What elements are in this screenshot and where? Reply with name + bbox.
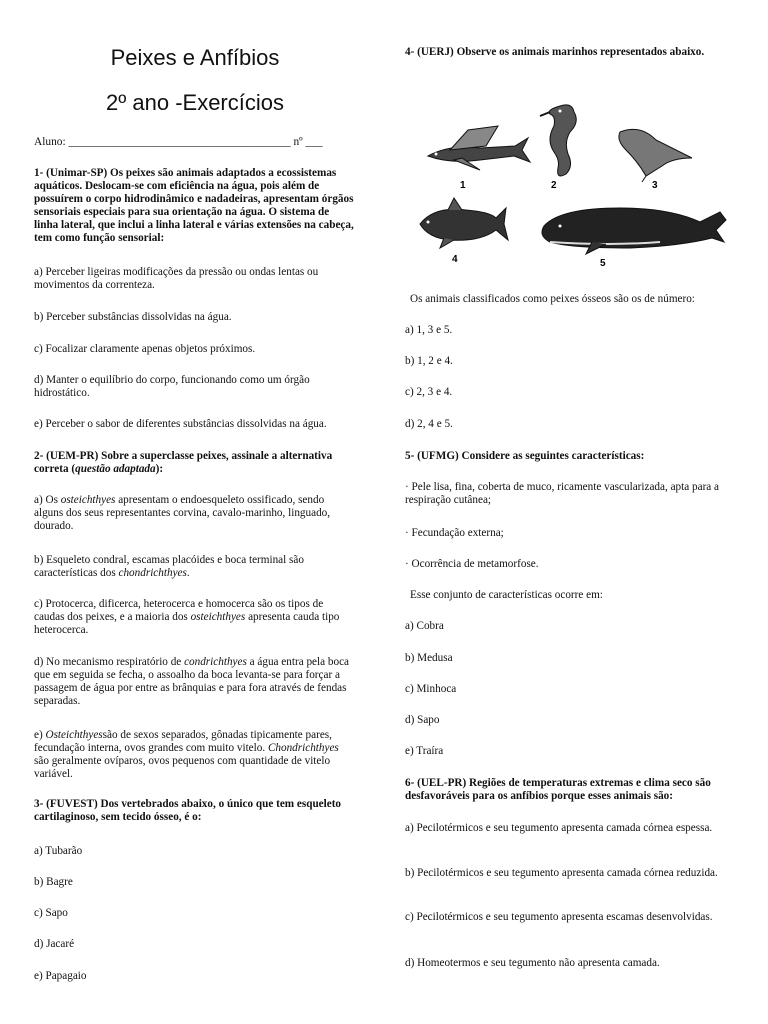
q5-option-a: a) Cobra (405, 620, 444, 632)
q5-characteristic-2: · Fecundação externa; (405, 527, 504, 539)
q6-stem: 6- (UEL-PR) Regiões de temperaturas extremas e clima seco são desfavoráveis para os anfíbios porque esses animais são: (405, 777, 711, 802)
q6-option-b: b) Pecilotérmicos e seu tegumento apresenta camada córnea reduzida. (405, 867, 718, 879)
flying-fish-illustration (428, 126, 530, 170)
q1-option-e: e) Perceber o sabor de diferentes substâncias dissolvidas na água. (34, 418, 327, 430)
q3-option-e: e) Papagaio (34, 970, 87, 982)
q3-option-a: a) Tubarão (34, 845, 83, 857)
q2-option-a: a) Os osteichthyes apresentam o endoesqueleto ossificado, sendo alguns dos seus representantes corvina, cavalo-marinho, linguado, dourado. (34, 494, 331, 532)
page-title: Peixes e Anfíbios (110, 45, 280, 70)
ray-illustration (619, 129, 692, 182)
page-subtitle: 2º ano -Exercícios (106, 90, 284, 115)
q2-option-d: d) No mecanismo respiratório de condrichthyes a água entra pela boca que em seguida se fecha, o assoalho da boca levanta-se para forçar a passagem de água por entre as brânquias e para fora através de fendas separadas. (34, 656, 350, 707)
whale-illustration (542, 208, 726, 254)
q1-option-c: c) Focalizar claramente apenas objetos próximos. (34, 343, 256, 355)
q4-stem: 4- (UERJ) Observe os animais marinhos representados abaixo. (405, 46, 705, 58)
q6-option-c: c) Pecilotérmicos e seu tegumento apresenta escamas desenvolvidas. (405, 911, 713, 923)
q1-option-b: b) Perceber substâncias dissolvidas na água. (34, 311, 232, 323)
q2-option-b: b) Esqueleto condral, escamas placóides e boca terminal são características dos chondrichthyes. (34, 554, 304, 579)
figure-label-4: 4 (452, 254, 458, 265)
seahorse-illustration (540, 105, 576, 176)
q5-option-e: e) Traíra (405, 745, 444, 757)
figure-label-5: 5 (600, 258, 606, 269)
q4-option-b: b) 1, 2 e 4. (405, 355, 453, 367)
q5-characteristic-3: · Ocorrência de metamorfose. (405, 558, 539, 570)
q1-stem: 1- (Unimar-SP) Os peixes são animais adaptados a ecossistemas aquáticos. Deslocam-se com eficiência na água, pois além de possuírem o corpo hidrodinâmico e nadadeiras, apresentam órgãos sensoriais especiais para sua orientação na água. O sistema de linha lateral, que inclui a linha lateral e várias extensões na cabeça, tem como função sensorial: (34, 167, 354, 244)
q3-option-c: c) Sapo (34, 907, 68, 919)
q3-option-d: d) Jacaré (34, 938, 75, 950)
q1-option-d: d) Manter o equilíbrio do corpo, funcionando como um órgão hidrostático. (34, 374, 310, 399)
q2-stem: 2- (UEM-PR) Sobre a superclasse peixes, assinale a alternativa correta (questão adaptada): (34, 450, 333, 475)
figure-label-3: 3 (652, 180, 658, 191)
q1-option-a: a) Perceber ligeiras modificações da pressão ou ondas lentas ou movimentos da correnteza. (34, 266, 319, 291)
student-name-line: Aluno: _______________________________________ nº ___ (34, 136, 323, 148)
q5-prompt: Esse conjunto de características ocorre em: (410, 589, 603, 601)
q4-option-a: a) 1, 3 e 5. (405, 324, 453, 336)
q5-option-d: d) Sapo (405, 714, 440, 726)
coelacanth-illustration (420, 198, 508, 248)
figure-label-1: 1 (460, 180, 466, 191)
q5-characteristic-1: · Pele lisa, fina, coberta de muco, ricamente vascularizada, apta para a respiração cutânea; (405, 481, 720, 506)
q5-option-b: b) Medusa (405, 652, 453, 664)
q5-stem: 5- (UFMG) Considere as seguintes características: (405, 450, 645, 462)
q4-prompt: Os animais classificados como peixes ósseos são os de número: (410, 293, 695, 305)
figure-label-2: 2 (551, 180, 557, 191)
q3-option-b: b) Bagre (34, 876, 73, 888)
q4-option-d: d) 2, 4 e 5. (405, 418, 453, 430)
q4-option-c: c) 2, 3 e 4. (405, 386, 453, 398)
q3-stem: 3- (FUVEST) Dos vertebrados abaixo, o único que tem esqueleto cartilaginoso, sem tecido ósseo, é o: (34, 798, 342, 823)
q6-option-d: d) Homeotermos e seu tegumento não apresenta camada. (405, 957, 660, 969)
q5-option-c: c) Minhoca (405, 683, 457, 695)
marine-animals-figure (410, 96, 740, 276)
q2-option-e: e) Osteichthyessão de sexos separados, gônadas tipicamente pares, fecundação interna, ovos grandes com muito vitelo. Chondrichthyes são geralmente ovíparos, ovos pequenos com quantidade de vitelo variável. (34, 729, 339, 780)
q6-option-a: a) Pecilotérmicos e seu tegumento apresenta camada córnea espessa. (405, 822, 713, 834)
q2-option-c: c) Protocerca, dificerca, heterocerca e homocerca são os tipos de caudas dos peixes, e a maioria dos osteichthyes apresenta cauda tipo heterocerca. (34, 598, 340, 636)
